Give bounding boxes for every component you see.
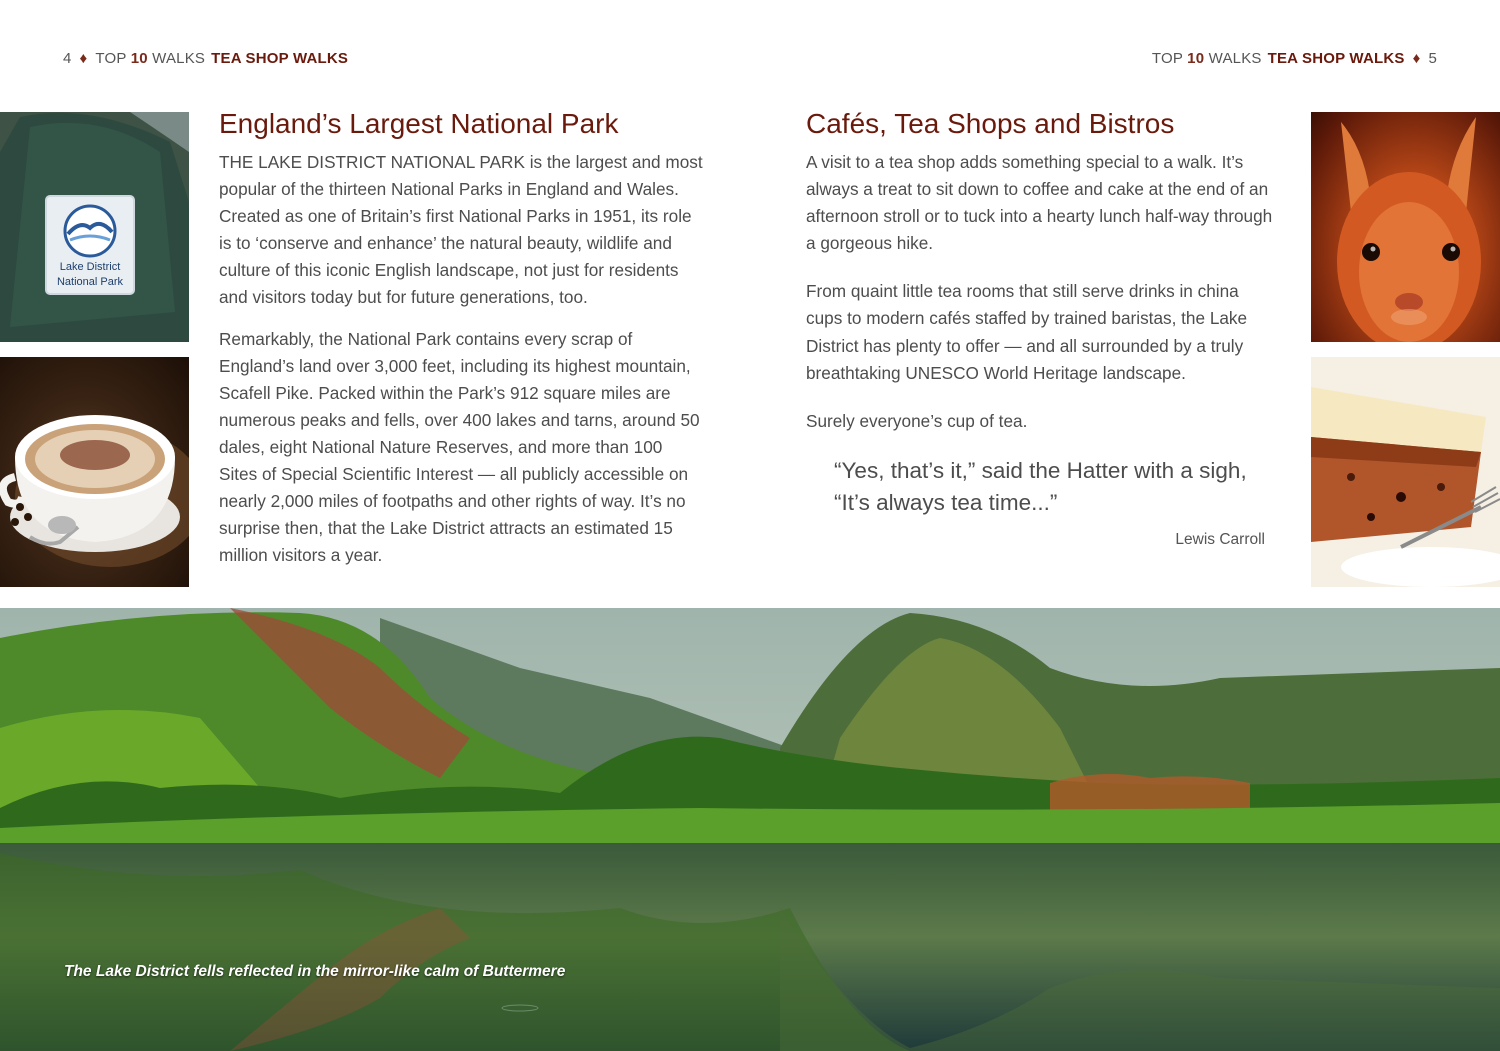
quote-attribution: Lewis Carroll: [1175, 531, 1265, 548]
photo-cappuccino: [0, 357, 189, 587]
paragraph: A visit to a tea shop adds something special to a walk. It’s always a treat to sit down to coffee and cake at the end of an afternoon stroll or to tuck into a hearty lunch half-way through a gorgeous hike.: [806, 152, 1273, 254]
cake-illustration: [1311, 357, 1500, 587]
paragraph: Surely everyone’s cup of tea.: [806, 410, 1028, 431]
cappuccino-illustration: [0, 357, 189, 587]
photo-carrot-cake: [1311, 357, 1500, 587]
section-title: TEA SHOP WALKS: [1267, 50, 1405, 67]
paragraph: From quaint little tea rooms that still serve drinks in china cups to modern cafés staffed by trained baristas, the Lake District has plenty to offer — and all surrounded by a truly breathtaking UNESCO World Heritage landscape.: [806, 281, 1248, 383]
hatter-quote: “Yes, that’s it,” said the Hatter with a sigh, “It’s always tea time...”: [834, 458, 1247, 515]
heading-cafes-tea-shops: Cafés, Tea Shops and Bistros: [806, 108, 1175, 139]
series-suffix: WALKS: [1208, 50, 1262, 67]
separator-diamond: ♦: [79, 50, 88, 67]
series-number: 10: [130, 50, 148, 67]
page-number: 5: [1428, 50, 1437, 67]
sign-illustration: [0, 112, 189, 342]
section-title: TEA SHOP WALKS: [211, 50, 349, 67]
heading-largest-national-park: England’s Largest National Park: [219, 108, 619, 139]
right-body-text: [806, 149, 1276, 456]
photo-red-squirrel: [1311, 112, 1500, 342]
sign-text-line1: Lake District: [59, 261, 121, 273]
series-prefix: TOP: [95, 50, 127, 67]
photo-national-park-sign: [0, 112, 189, 342]
panorama-caption: The Lake District fells reflected in the mirror-like calm of Buttermere: [64, 963, 566, 980]
series-suffix: WALKS: [152, 50, 206, 67]
paragraph: THE LAKE DISTRICT NATIONAL PARK is the largest and most popular of the thirteen National Parks in England and Wales. Created as one of Britain’s first National Parks in 1951, its role is to ‘conserve and enhance’ the natural beauty, wildlife and culture of this iconic English landscape, not just for residents and visitors today but for future generations, too.: [219, 152, 703, 308]
series-number: 10: [1187, 50, 1205, 67]
sign-text-line2: National Park: [56, 276, 124, 288]
photo-buttermere-panorama: [0, 608, 1500, 1051]
running-head-right: [1152, 50, 1437, 67]
separator-diamond: ♦: [1412, 50, 1421, 67]
squirrel-illustration: [1311, 112, 1500, 342]
page-number: 4: [63, 50, 72, 67]
running-head-left: [63, 50, 348, 67]
buttermere-landscape: [0, 608, 1500, 1051]
series-prefix: TOP: [1151, 50, 1183, 67]
left-body-text: [219, 149, 704, 583]
paragraph: Remarkably, the National Park contains every scrap of England’s land over 3,000 feet, including its highest mountain, Scafell Pike. Packed within the Park’s 912 square miles are numerous peaks and fells, over 400 lakes and tarns, around 50 dales, eight National Nature Reserves, and more than 100 Sites of Special Scientific Interest — all publicly accessible on nearly 2,000 miles of footpaths and other rights of way. It’s no surprise then, that the Lake District attracts an estimated 15 million visitors a year.: [219, 328, 700, 566]
